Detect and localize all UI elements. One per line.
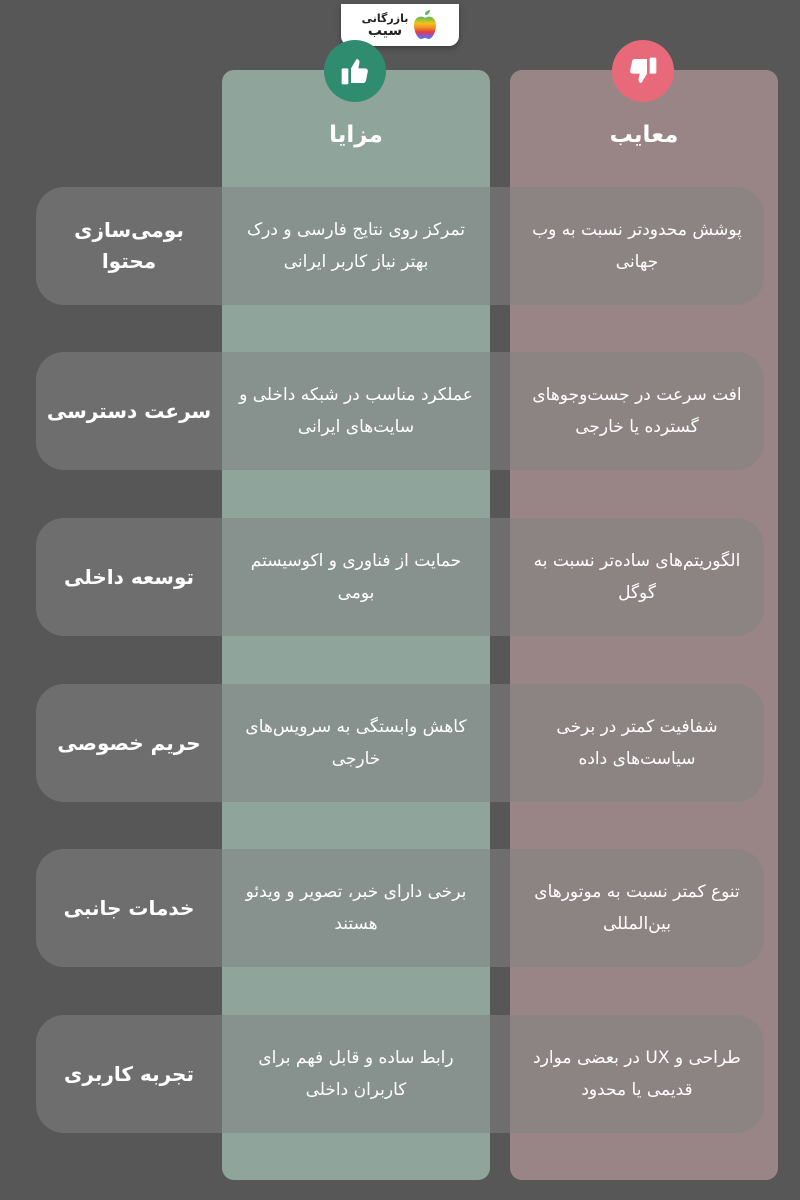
pros-title: مزایا [329,122,383,148]
logo-text-line1: بازرگانی [361,11,409,25]
row-label: تجربه کاربری [64,1061,194,1086]
row-label: حریم خصوصی [57,730,201,755]
cons-badge [612,40,674,102]
row-con-text: تنوع کمتر نسبت به موتورهای بین‌المللی [534,881,740,934]
row-label: خدمات جانبی [63,895,195,920]
row-pro-text: رابط ساده و قابل فهم برای کاربران داخلی [258,1047,454,1100]
row-pro-text: کاهش وابستگی به سرویس‌های خارجی [245,716,467,769]
cons-title: معایب [609,122,679,148]
apple-logo-icon [412,10,438,40]
row-label: سرعت دسترسی [46,398,212,423]
row-con-text: شفافیت کمتر در برخی سیاست‌های داده [556,716,718,769]
row-pro-text: حمایت از فناوری و اکوسیستم بومی [250,550,462,603]
pros-badge [324,40,386,102]
comparison-row [36,518,764,636]
row-pro-text: تمرکز روی نتایج فارسی و درک بهتر نیاز کاربر ایرانی [246,219,466,272]
row-con-text: طراحی و UX در بعضی موارد قدیمی یا محدود [533,1047,741,1100]
thumbs-up-icon [339,55,371,87]
logo-text-line2: سیب [367,22,403,39]
row-con-text: الگوریتم‌های ساده‌تر نسبت به گوگل [533,550,741,603]
comparison-row [36,849,764,967]
row-label: توسعه داخلی [63,564,195,589]
comparison-row [36,1015,764,1133]
row-con-text: افت سرعت در جست‌وجوهای گسترده یا خارجی [532,384,742,437]
thumbs-down-icon [627,55,659,87]
comparison-row [36,187,764,305]
row-label: بومی‌سازی محتوا [74,218,184,273]
row-con-text: پوشش محدودتر نسبت به وب جهانی [532,219,742,272]
comparison-row [36,684,764,802]
row-pro-text: برخی دارای خبر، تصویر و ویدئو هستند [245,881,467,934]
comparison-row [36,352,764,470]
row-pro-text: عملکرد مناسب در شبکه داخلی و سایت‌های ایرانی [239,384,473,437]
